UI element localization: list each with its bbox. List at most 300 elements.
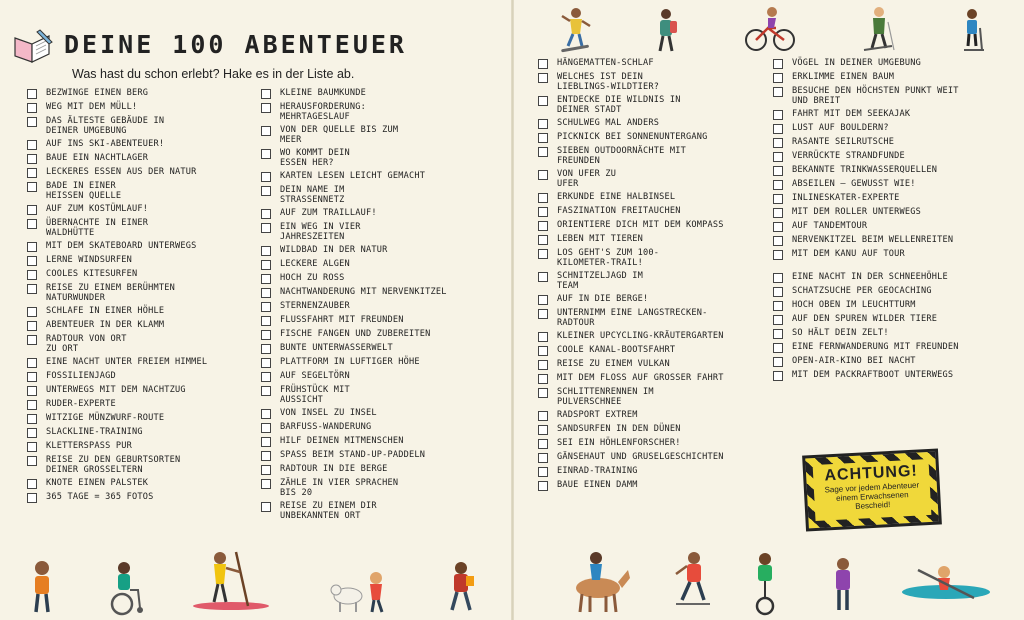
list-item[interactable] [261, 329, 496, 340]
item-label: LERNE WINDSURFEN [46, 255, 132, 265]
item-label: HERAUSFORDERUNG: MEHRTAGESLAUF [280, 102, 366, 122]
item-label: REISE ZU EINEM BERÜHMTEN NATURWUNDER [46, 283, 175, 303]
checkbox[interactable] [538, 332, 548, 342]
checkbox[interactable] [773, 166, 783, 176]
item-label: FRÜHSTÜCK MIT AUSSICHT [280, 385, 350, 405]
checkbox[interactable] [773, 357, 783, 367]
checkbox[interactable] [261, 246, 271, 256]
list-item[interactable] [538, 438, 773, 449]
item-label: INLINESKATER-EXPERTE [792, 193, 900, 203]
list-item[interactable] [261, 385, 496, 405]
checkbox[interactable] [261, 344, 271, 354]
item-label: LECKERES ESSEN AUS DER NATUR [46, 167, 197, 177]
checkbox[interactable] [27, 372, 37, 382]
list-item[interactable] [261, 422, 496, 433]
unicyclist-icon [750, 552, 780, 616]
item-label: WILDBAD IN DER NATUR [280, 245, 388, 255]
checkbox[interactable] [27, 117, 37, 127]
skier-icon [862, 6, 896, 54]
list-item[interactable] [538, 248, 773, 268]
list-item[interactable] [27, 218, 262, 238]
checkbox[interactable] [773, 343, 783, 353]
item-label: EINE FERNWANDERUNG MIT FREUNDEN [792, 342, 959, 352]
checkbox[interactable] [27, 400, 37, 410]
list-item[interactable] [27, 306, 262, 317]
checkbox[interactable] [261, 149, 271, 159]
checkbox[interactable] [773, 301, 783, 311]
list-item[interactable] [261, 125, 496, 145]
list-item[interactable] [261, 259, 496, 270]
list-item[interactable] [773, 249, 1003, 260]
item-label: GÄNSEHAUT UND GRUSELGESCHICHTEN [557, 452, 724, 462]
list-item[interactable] [27, 139, 262, 150]
list-item[interactable] [773, 151, 1003, 162]
checkbox[interactable] [773, 222, 783, 232]
checkbox[interactable] [27, 428, 37, 438]
list-item[interactable] [538, 132, 773, 143]
checkbox[interactable] [27, 219, 37, 229]
checkbox[interactable] [261, 316, 271, 326]
list-item[interactable] [538, 206, 773, 217]
item-label: BEZWINGE EINEN BERG [46, 88, 149, 98]
list-item[interactable] [773, 272, 1003, 283]
checkbox[interactable] [261, 103, 271, 113]
list-item[interactable] [538, 234, 773, 245]
hiker-icon [650, 8, 682, 54]
item-label: VON UFER ZU UFER [557, 169, 617, 189]
list-item[interactable] [27, 116, 262, 136]
warning-text: Sage vor jedem Abenteuer einem Erwachsenen Bescheid! [824, 480, 920, 511]
checkbox[interactable] [27, 270, 37, 280]
list-item[interactable] [538, 466, 773, 477]
list-item[interactable] [261, 208, 496, 219]
cyclist-icon [744, 6, 796, 52]
list-item[interactable] [261, 245, 496, 256]
checkbox[interactable] [27, 205, 37, 215]
list-item[interactable] [538, 345, 773, 356]
checkbox[interactable] [773, 152, 783, 162]
item-label: HOCH ZU ROSS [280, 273, 345, 283]
item-label: STERNENZAUBER [280, 301, 350, 311]
checkbox[interactable] [261, 223, 271, 233]
item-label: ERKLIMME EINEN BAUM [792, 72, 895, 82]
item-label: KARTEN LESEN LEICHT GEMACHT [280, 171, 426, 181]
checkbox[interactable] [773, 287, 783, 297]
item-label: VON INSEL ZU INSEL [280, 408, 377, 418]
checklist-column-1 [27, 88, 262, 506]
checkbox[interactable] [538, 309, 548, 319]
item-label: PICKNICK BEI SONNENUNTERGANG [557, 132, 708, 142]
checkbox[interactable] [773, 73, 783, 83]
list-item[interactable] [27, 102, 262, 113]
checkbox[interactable] [27, 479, 37, 489]
item-label: LUST AUF BOULDERN? [792, 123, 889, 133]
list-item[interactable] [538, 373, 773, 384]
checkbox[interactable] [538, 193, 548, 203]
open-book-pencil-icon [12, 28, 54, 64]
checkbox[interactable] [27, 307, 37, 317]
warning-sign-panel [813, 459, 932, 521]
checkbox[interactable] [27, 103, 37, 113]
list-item[interactable] [538, 146, 773, 166]
checkbox[interactable] [773, 194, 783, 204]
list-item[interactable] [773, 235, 1003, 246]
checkbox[interactable] [773, 315, 783, 325]
list-item[interactable] [261, 171, 496, 182]
list-item[interactable] [27, 413, 262, 424]
item-label: VÖGEL IN DEINER UMGEBUNG [792, 58, 921, 68]
list-item[interactable] [27, 283, 262, 303]
checkbox[interactable] [261, 386, 271, 396]
list-item[interactable] [261, 436, 496, 447]
checkbox[interactable] [538, 439, 548, 449]
item-label: AUF INS SKI-ABENTEUER! [46, 139, 165, 149]
list-item[interactable] [27, 320, 262, 331]
checkbox[interactable] [261, 451, 271, 461]
list-item[interactable] [261, 408, 496, 419]
item-label: SLACKLINE-TRAINING [46, 427, 143, 437]
checkbox[interactable] [538, 170, 548, 180]
item-label: BAUE EINEN DAMM [557, 480, 638, 490]
item-label: SO HÄLT DEIN ZELT! [792, 328, 889, 338]
checkbox[interactable] [773, 138, 783, 148]
list-item[interactable] [261, 315, 496, 326]
warning-title: ACHTUNG! [824, 462, 919, 485]
item-label: AUF ZUM KOSTÜMLAUF! [46, 204, 149, 214]
list-item[interactable] [773, 193, 1003, 204]
checkbox[interactable] [773, 124, 783, 134]
list-item[interactable] [773, 109, 1003, 120]
checkbox[interactable] [773, 110, 783, 120]
item-label: KLETTERSPASS PUR [46, 441, 132, 451]
list-item[interactable] [538, 308, 773, 328]
list-item[interactable] [261, 357, 496, 368]
page-subtitle: Was hast du schon erlebt? Hake es in der Liste ab. [72, 67, 355, 81]
item-label: WEG MIT DEM MÜLL! [46, 102, 138, 112]
kayaker-icon [898, 558, 994, 606]
checkbox[interactable] [261, 89, 271, 99]
checkbox[interactable] [538, 249, 548, 259]
checkbox[interactable] [538, 295, 548, 305]
page-gutter [511, 0, 514, 620]
item-label: ERKUNDE EINE HALBINSEL [557, 192, 676, 202]
list-item[interactable] [538, 72, 773, 92]
checkbox[interactable] [538, 59, 548, 69]
checkbox[interactable] [538, 467, 548, 477]
list-item[interactable] [27, 441, 262, 452]
checkbox[interactable] [261, 172, 271, 182]
list-item[interactable] [27, 399, 262, 410]
checkbox[interactable] [261, 209, 271, 219]
checkbox[interactable] [27, 89, 37, 99]
checkbox[interactable] [261, 260, 271, 270]
item-label: MIT DEM SKATEBOARD UNTERWEGS [46, 241, 197, 251]
list-item[interactable] [773, 58, 1003, 69]
list-item[interactable] [27, 269, 262, 280]
checkbox[interactable] [773, 371, 783, 381]
checkbox[interactable] [27, 284, 37, 294]
list-item[interactable] [773, 314, 1003, 325]
item-label: REISE ZU EINEM VULKAN [557, 359, 670, 369]
item-label: LEBEN MIT TIEREN [557, 234, 643, 244]
checkbox[interactable] [538, 272, 548, 282]
checkbox[interactable] [773, 87, 783, 97]
checkbox[interactable] [261, 465, 271, 475]
list-item[interactable] [261, 343, 496, 354]
item-label: AUF ZUM TRAILLAUF! [280, 208, 377, 218]
checkbox[interactable] [538, 374, 548, 384]
item-label: RADTOUR IN DIE BERGE [280, 464, 388, 474]
item-label: VERRÜCKTE STRANDFUNDE [792, 151, 905, 161]
list-item[interactable] [27, 204, 262, 215]
list-item[interactable] [261, 501, 496, 521]
checkbox[interactable] [538, 96, 548, 106]
checkbox[interactable] [538, 221, 548, 231]
list-item[interactable] [27, 427, 262, 438]
item-label: BADE IN EINER HEISSEN QUELLE [46, 181, 122, 201]
checkbox[interactable] [538, 481, 548, 491]
list-item[interactable] [538, 424, 773, 435]
item-label: EINE NACHT IN DER SCHNEEHÖHLE [792, 272, 948, 282]
item-label: SCHNITZELJAGD IM TEAM [557, 271, 643, 291]
checkbox[interactable] [261, 274, 271, 284]
checkbox[interactable] [27, 358, 37, 368]
checkbox[interactable] [261, 358, 271, 368]
list-item[interactable] [261, 478, 496, 498]
item-label: KLEINE BAUMKUNDE [280, 88, 366, 98]
list-item[interactable] [27, 181, 262, 201]
item-label: MIT DEM KANU AUF TOUR [792, 249, 905, 259]
list-item[interactable] [27, 492, 262, 503]
checkbox[interactable] [261, 372, 271, 382]
item-label: BEKANNTE TRINKWASSERQUELLEN [792, 165, 938, 175]
item-label: SANDSURFEN IN DEN DÜNEN [557, 424, 681, 434]
checkbox[interactable] [773, 236, 783, 246]
list-item[interactable] [773, 342, 1003, 353]
checklist-column-2 [261, 88, 496, 524]
checkbox[interactable] [27, 493, 37, 503]
item-label: ORIENTIERE DICH MIT DEM KOMPASS [557, 220, 724, 230]
checkbox[interactable] [538, 73, 548, 83]
checkbox[interactable] [773, 59, 783, 69]
list-item[interactable] [538, 169, 773, 189]
item-label: EIN WEG IN VIER JAHRESZEITEN [280, 222, 361, 242]
list-item[interactable] [538, 271, 773, 291]
checkbox[interactable] [261, 437, 271, 447]
item-label: EINRAD-TRAINING [557, 466, 638, 476]
item-label: WO KOMMT DEIN ESSEN HER? [280, 148, 350, 168]
item-label: RADSPORT EXTREM [557, 410, 638, 420]
list-item[interactable] [773, 207, 1003, 218]
list-item[interactable] [27, 478, 262, 489]
item-label: NACHTWANDERUNG MIT NERVENKITZEL [280, 287, 447, 297]
checkbox[interactable] [27, 442, 37, 452]
checkbox[interactable] [261, 186, 271, 196]
item-label: FLUSSFAHRT MIT FREUNDEN [280, 315, 404, 325]
item-label: 365 TAGE = 365 FOTOS [46, 492, 154, 502]
list-item[interactable] [538, 95, 773, 115]
list-item[interactable] [27, 241, 262, 252]
list-item[interactable] [27, 334, 262, 354]
item-label: ÜBERNACHTE IN EINER WALDHÜTTE [46, 218, 149, 238]
item-label: COOLE KANAL-BOOTSFAHRT [557, 345, 676, 355]
checkbox[interactable] [27, 154, 37, 164]
list-item[interactable] [773, 356, 1003, 367]
checkbox[interactable] [538, 360, 548, 370]
list-item[interactable] [261, 273, 496, 284]
horse-rider-icon [566, 548, 634, 614]
item-label: ENTDECKE DIE WILDNIS IN DEINER STADT [557, 95, 681, 115]
checkbox[interactable] [261, 409, 271, 419]
item-label: DAS ÄLTESTE GEBÄUDE IN DEINER UMGEBUNG [46, 116, 165, 136]
item-label: DEIN NAME IM STRASSENNETZ [280, 185, 345, 205]
list-item[interactable] [773, 221, 1003, 232]
list-item[interactable] [261, 88, 496, 99]
checkbox[interactable] [773, 250, 783, 260]
checkbox[interactable] [538, 235, 548, 245]
checklist-column-4 [773, 58, 1003, 384]
list-item[interactable] [261, 287, 496, 298]
checkbox[interactable] [538, 425, 548, 435]
checkbox[interactable] [773, 180, 783, 190]
list-item[interactable] [27, 455, 262, 475]
item-label: FAHRT MIT DEM SEEKAJAK [792, 109, 911, 119]
list-item[interactable] [773, 328, 1003, 339]
list-item[interactable] [773, 300, 1003, 311]
list-item[interactable] [538, 387, 773, 407]
item-label: AUF IN DIE BERGE! [557, 294, 649, 304]
wheelchair-user-icon [104, 560, 146, 616]
item-label: HOCH OBEN IM LEUCHTTURM [792, 300, 916, 310]
list-item[interactable] [261, 102, 496, 122]
list-item[interactable] [27, 153, 262, 164]
checkbox[interactable] [773, 208, 783, 218]
skater-icon [672, 550, 714, 614]
checkbox[interactable] [27, 242, 37, 252]
item-label: HÄNGEMATTEN-SCHLAF [557, 58, 654, 68]
item-label: FOSSILIENJAGD [46, 371, 116, 381]
list-item[interactable] [773, 123, 1003, 134]
list-gap [773, 263, 1003, 272]
list-item[interactable] [773, 370, 1003, 381]
checkbox[interactable] [27, 414, 37, 424]
list-item[interactable] [773, 137, 1003, 148]
checkbox[interactable] [27, 140, 37, 150]
list-item[interactable] [27, 88, 262, 99]
checkbox[interactable] [27, 386, 37, 396]
item-label: UNTERNIMM EINE LANGSTRECKEN-RADTOUR [557, 308, 708, 328]
list-item[interactable] [538, 480, 773, 491]
item-label: PLATTFORM IN LUFTIGER HÖHE [280, 357, 420, 367]
item-label: FISCHE FANGEN UND ZUBEREITEN [280, 329, 431, 339]
list-item[interactable] [773, 165, 1003, 176]
item-label: KLEINER UPCYCLING-KRÄUTERGARTEN [557, 331, 724, 341]
item-label: ABSEILEN – GEWUSST WIE! [792, 179, 916, 189]
item-label: SCHLITTENRENNEN IM PULVERSCHNEE [557, 387, 654, 407]
checkbox[interactable] [773, 329, 783, 339]
list-item[interactable] [538, 452, 773, 463]
checkbox[interactable] [538, 346, 548, 356]
list-item[interactable] [538, 220, 773, 231]
checkbox[interactable] [261, 479, 271, 489]
checkbox[interactable] [538, 411, 548, 421]
checkbox[interactable] [261, 423, 271, 433]
checkbox[interactable] [261, 502, 271, 512]
item-label: BAUE EIN NACHTLAGER [46, 153, 149, 163]
checkbox[interactable] [27, 182, 37, 192]
checkbox[interactable] [27, 256, 37, 266]
list-item[interactable] [538, 294, 773, 305]
checkbox[interactable] [27, 321, 37, 331]
item-label: BARFUSS-WANDERUNG [280, 422, 372, 432]
item-label: NERVENKITZEL BEIM WELLENREITEN [792, 235, 954, 245]
child-running-icon [444, 560, 478, 616]
list-item[interactable] [538, 331, 773, 342]
checkbox[interactable] [773, 273, 783, 283]
checkbox[interactable] [538, 119, 548, 129]
item-label: SCHULWEG MAL ANDERS [557, 118, 660, 128]
list-item[interactable] [773, 72, 1003, 83]
list-item[interactable] [261, 371, 496, 382]
child-walking-icon [26, 560, 58, 616]
list-item[interactable] [27, 357, 262, 368]
list-item[interactable] [27, 167, 262, 178]
checkbox[interactable] [27, 168, 37, 178]
item-label: UNTERWEGS MIT DEM NACHTZUG [46, 385, 186, 395]
list-item[interactable] [27, 255, 262, 266]
list-item[interactable] [538, 410, 773, 421]
checkbox[interactable] [261, 288, 271, 298]
item-label: EINE NACHT UNTER FREIEM HIMMEL [46, 357, 208, 367]
item-label: SEI EIN HÖHLENFORSCHER! [557, 438, 681, 448]
item-label: SPASS BEIM STAND-UP-PADDELN [280, 450, 426, 460]
list-item[interactable] [773, 179, 1003, 190]
list-item[interactable] [261, 222, 496, 242]
checkbox[interactable] [538, 147, 548, 157]
list-item[interactable] [773, 86, 1003, 106]
checkbox[interactable] [538, 207, 548, 217]
checkbox[interactable] [261, 302, 271, 312]
list-item[interactable] [261, 464, 496, 475]
checkbox[interactable] [261, 330, 271, 340]
list-item[interactable] [538, 192, 773, 203]
list-item[interactable] [538, 359, 773, 370]
warning-sign [802, 448, 942, 531]
list-item[interactable] [261, 185, 496, 205]
checkbox[interactable] [538, 453, 548, 463]
list-item[interactable] [27, 371, 262, 382]
paddleboarder-icon [190, 548, 272, 612]
checkbox[interactable] [538, 388, 548, 398]
item-label: KNOTE EINEN PALSTEK [46, 478, 149, 488]
item-label: LECKERE ALGEN [280, 259, 350, 269]
item-label: ABENTEUER IN DER KLAMM [46, 320, 165, 330]
list-item[interactable] [538, 118, 773, 129]
item-label: HILF DEINEN MITMENSCHEN [280, 436, 404, 446]
list-item[interactable] [538, 58, 773, 69]
checkbox[interactable] [538, 133, 548, 143]
checkbox[interactable] [27, 335, 37, 345]
list-item[interactable] [27, 385, 262, 396]
item-label: AUF SEGELTÖRN [280, 371, 350, 381]
checkbox[interactable] [261, 126, 271, 136]
list-item[interactable] [261, 148, 496, 168]
checkbox[interactable] [27, 456, 37, 466]
item-label: BESUCHE DEN HÖCHSTEN PUNKT WEIT UND BREIT [792, 86, 959, 106]
list-item[interactable] [773, 286, 1003, 297]
list-item[interactable] [261, 450, 496, 461]
list-item[interactable] [261, 301, 496, 312]
